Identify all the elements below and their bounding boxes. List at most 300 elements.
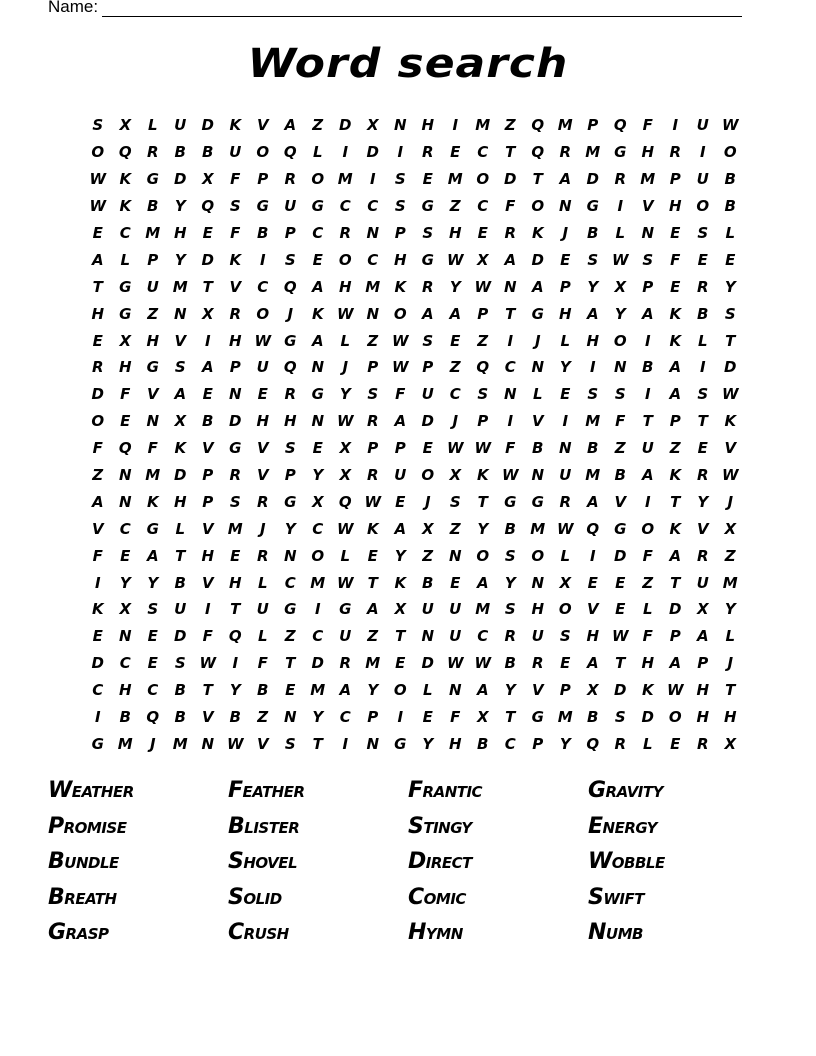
grid-letter: K: [146, 492, 159, 511]
grid-letter: N: [118, 627, 132, 646]
grid-letter: N: [531, 358, 545, 377]
grid-letter: T: [202, 277, 213, 296]
grid-letter: J: [534, 331, 541, 350]
grid-letter: E: [615, 573, 626, 592]
grid-letter: A: [339, 681, 352, 700]
grid-letter: E: [120, 546, 131, 565]
grid-letter: V: [256, 439, 269, 458]
grid-letter: A: [669, 385, 682, 404]
grid-letter: C: [339, 197, 351, 216]
grid-letter: Q: [338, 492, 352, 511]
grid-letter: E: [202, 224, 213, 242]
grid-letter: T: [312, 734, 323, 753]
word-list-item: Blister: [228, 813, 300, 839]
grid-letter: I: [397, 143, 404, 162]
grid-letter: P: [669, 412, 681, 431]
word-list-item: Swift: [588, 884, 644, 910]
grid-row: [84, 193, 744, 220]
grid-letter: Z: [614, 439, 626, 458]
grid-letter: L: [615, 224, 626, 242]
grid-letter: X: [119, 600, 132, 619]
grid-letter: M: [310, 573, 326, 592]
grid-letter: G: [284, 600, 297, 619]
grid-letter: M: [530, 519, 546, 538]
grid-letter: D: [421, 654, 434, 673]
grid-letter: H: [531, 600, 545, 619]
grid-letter: R: [339, 224, 352, 242]
grid-letter: C: [119, 224, 131, 242]
grid-letter: U: [531, 627, 544, 646]
grid-letter: U: [339, 627, 352, 646]
grid-letter: Z: [422, 546, 434, 565]
grid-row: [84, 462, 744, 489]
grid-letter: V: [614, 492, 627, 511]
grid-letter: K: [531, 224, 544, 242]
grid-letter: I: [589, 358, 596, 377]
grid-letter: K: [229, 116, 242, 135]
grid-letter: H: [338, 277, 352, 296]
grid-letter: W: [501, 466, 519, 485]
grid-letter: N: [503, 277, 517, 296]
grid-letter: I: [644, 492, 651, 511]
grid-letter: I: [342, 143, 349, 162]
grid-letter: W: [89, 170, 107, 189]
grid-letter: V: [229, 277, 242, 296]
grid-letter: A: [91, 250, 104, 269]
grid-letter: B: [257, 681, 269, 700]
word-list-item: Hymn: [408, 920, 463, 945]
grid-letter: C: [449, 385, 461, 404]
grid-letter: D: [201, 250, 214, 269]
grid-letter: P: [284, 466, 296, 485]
grid-letter: H: [668, 197, 682, 216]
grid-letter: P: [229, 358, 241, 377]
grid-letter: N: [558, 197, 572, 216]
grid-letter: W: [89, 197, 107, 216]
grid-letter: S: [229, 492, 241, 511]
grid-letter: Z: [312, 116, 324, 135]
grid-row: [84, 220, 744, 247]
grid-letter: J: [727, 654, 734, 673]
grid-letter: P: [477, 412, 489, 431]
grid-letter: B: [697, 304, 709, 323]
grid-letter: T: [725, 331, 736, 350]
grid-letter: X: [119, 116, 132, 135]
grid-letter: P: [367, 358, 379, 377]
grid-letter: J: [562, 224, 569, 242]
grid-letter: N: [448, 681, 462, 700]
grid-letter: L: [312, 143, 323, 162]
grid-letter: X: [696, 600, 709, 619]
grid-letter: G: [91, 734, 104, 753]
grid-letter: A: [174, 385, 187, 404]
grid-letter: S: [642, 250, 654, 269]
grid-letter: X: [339, 439, 352, 458]
grid-letter: U: [421, 385, 434, 404]
grid-letter: K: [394, 573, 407, 592]
grid-letter: Y: [587, 277, 599, 296]
grid-letter: B: [642, 358, 654, 377]
grid-letter: S: [174, 654, 186, 673]
grid-letter: C: [284, 573, 296, 592]
grid-letter: H: [393, 250, 407, 269]
grid-letter: L: [560, 546, 571, 565]
grid-letter: V: [201, 439, 214, 458]
grid-letter: Y: [284, 519, 296, 538]
grid-letter: T: [670, 492, 681, 511]
grid-letter: L: [257, 627, 268, 646]
grid-letter: Q: [613, 116, 627, 135]
grid-letter: R: [366, 412, 379, 431]
grid-letter: I: [617, 197, 624, 216]
grid-letter: E: [147, 654, 158, 673]
grid-letter: G: [229, 439, 242, 458]
grid-letter: N: [421, 627, 435, 646]
grid-letter: U: [559, 466, 572, 485]
grid-letter: D: [641, 708, 654, 727]
grid-letter: G: [339, 600, 352, 619]
grid-letter: N: [283, 708, 297, 727]
grid-letter: N: [641, 224, 655, 242]
grid-letter: Z: [367, 331, 379, 350]
grid-letter: U: [449, 600, 462, 619]
word-list-item: Grasp: [48, 920, 109, 945]
grid-letter: Q: [146, 708, 160, 727]
grid-letter: J: [287, 304, 294, 323]
grid-letter: N: [366, 304, 380, 323]
grid-letter: Z: [147, 304, 159, 323]
grid-letter: U: [696, 170, 709, 189]
grid-letter: Y: [394, 546, 406, 565]
grid-letter: P: [367, 439, 379, 458]
grid-letter: I: [507, 412, 514, 431]
grid-letter: I: [562, 412, 569, 431]
grid-letter: K: [669, 304, 682, 323]
grid-letter: R: [421, 277, 434, 296]
grid-letter: M: [557, 708, 573, 727]
grid-letter: A: [146, 546, 159, 565]
grid-letter: E: [477, 224, 488, 242]
grid-letter: U: [696, 573, 709, 592]
grid-letter: P: [477, 304, 489, 323]
grid-letter: A: [586, 304, 599, 323]
grid-letter: J: [727, 492, 734, 511]
grid-letter: Q: [283, 277, 297, 296]
grid-row: [84, 704, 744, 731]
grid-letter: G: [586, 197, 599, 216]
grid-letter: U: [284, 197, 297, 216]
grid-letter: W: [336, 519, 354, 538]
grid-letter: J: [342, 358, 349, 377]
grid-letter: O: [531, 546, 545, 565]
grid-row: [84, 515, 744, 542]
grid-letter: H: [146, 331, 160, 350]
grid-letter: O: [91, 143, 105, 162]
word-list-item: Wobble: [588, 849, 665, 874]
grid-letter: Y: [559, 358, 571, 377]
grid-letter: I: [397, 708, 404, 727]
grid-letter: X: [366, 116, 379, 135]
grid-letter: C: [339, 708, 351, 727]
grid-letter: A: [449, 304, 462, 323]
grid-letter: R: [614, 170, 627, 189]
grid-letter: V: [91, 519, 104, 538]
grid-letter: V: [696, 519, 709, 538]
grid-letter: K: [669, 466, 682, 485]
grid-letter: W: [226, 734, 244, 753]
grid-letter: I: [699, 143, 706, 162]
grid-letter: N: [558, 439, 572, 458]
grid-letter: H: [558, 304, 572, 323]
grid-letter: D: [339, 116, 352, 135]
grid-letter: R: [91, 358, 104, 377]
grid-letter: U: [174, 116, 187, 135]
grid-letter: J: [424, 492, 431, 511]
grid-letter: X: [476, 250, 489, 269]
grid-letter: U: [256, 358, 269, 377]
grid-row: [84, 273, 744, 300]
word-list-item: Shovel: [228, 849, 298, 874]
name-line: [48, 0, 742, 17]
grid-letter: V: [174, 331, 187, 350]
grid-letter: F: [147, 439, 158, 458]
grid-letter: W: [199, 654, 217, 673]
grid-letter: G: [421, 197, 434, 216]
grid-letter: F: [92, 546, 103, 565]
grid-letter: N: [503, 385, 517, 404]
grid-letter: B: [614, 466, 626, 485]
grid-letter: M: [117, 734, 133, 753]
grid-letter: E: [697, 439, 708, 458]
grid-letter: F: [450, 708, 461, 727]
grid-letter: S: [449, 492, 461, 511]
grid-letter: T: [175, 546, 186, 565]
grid-letter: U: [229, 143, 242, 162]
grid-letter: H: [283, 412, 297, 431]
grid-letter: U: [421, 600, 434, 619]
grid-letter: D: [91, 654, 104, 673]
grid-letter: T: [477, 492, 488, 511]
grid-letter: U: [256, 600, 269, 619]
grid-letter: Z: [724, 546, 736, 565]
grid-letter: E: [725, 250, 736, 269]
grid-letter: B: [504, 519, 516, 538]
grid-letter: S: [504, 546, 516, 565]
word-list-item: Stingy: [408, 813, 472, 839]
grid-letter: U: [641, 439, 654, 458]
grid-letter: K: [641, 681, 654, 700]
grid-letter: D: [174, 627, 187, 646]
grid-letter: E: [670, 277, 681, 296]
grid-letter: H: [641, 654, 655, 673]
grid-letter: J: [452, 412, 459, 431]
grid-letter: C: [147, 681, 159, 700]
grid-letter: Y: [422, 734, 434, 753]
grid-letter: A: [531, 277, 544, 296]
grid-letter: I: [452, 116, 459, 135]
grid-letter: P: [202, 492, 214, 511]
grid-letter: A: [696, 627, 709, 646]
grid-letter: C: [119, 519, 131, 538]
grid-letter: E: [450, 573, 461, 592]
grid-letter: M: [447, 170, 463, 189]
grid-letter: E: [395, 492, 406, 511]
grid-letter: Z: [669, 439, 681, 458]
grid-row: [84, 381, 744, 408]
word-list-item: Feather: [228, 778, 305, 803]
grid-letter: O: [476, 546, 490, 565]
grid-letter: I: [369, 170, 376, 189]
grid-letter: X: [119, 331, 132, 350]
grid-letter: D: [504, 170, 517, 189]
grid-letter: Q: [228, 627, 242, 646]
grid-letter: E: [697, 250, 708, 269]
grid-letter: T: [92, 277, 103, 296]
grid-letter: E: [257, 385, 268, 404]
grid-letter: P: [367, 708, 379, 727]
grid-letter: O: [256, 304, 270, 323]
grid-letter: T: [615, 654, 626, 673]
grid-letter: H: [118, 681, 132, 700]
grid-letter: X: [724, 734, 737, 753]
grid-letter: E: [670, 224, 681, 242]
grid-letter: K: [476, 466, 489, 485]
grid-letter: P: [394, 439, 406, 458]
grid-letter: K: [119, 170, 132, 189]
grid-letter: M: [337, 170, 353, 189]
grid-letter: X: [394, 600, 407, 619]
grid-letter: L: [725, 224, 736, 242]
grid-letter: O: [393, 681, 407, 700]
word-list-item: Weather: [48, 778, 134, 803]
grid-letter: F: [642, 627, 653, 646]
grid-letter: G: [284, 492, 297, 511]
grid-letter: M: [145, 224, 161, 242]
grid-letter: P: [422, 358, 434, 377]
grid-letter: V: [201, 708, 214, 727]
grid-letter: H: [448, 734, 462, 753]
grid-letter: A: [394, 412, 407, 431]
word-list-item: Solid: [228, 884, 282, 910]
grid-row: [84, 435, 744, 462]
grid-letter: N: [613, 358, 627, 377]
grid-letter: Y: [724, 277, 736, 296]
grid-letter: W: [474, 439, 492, 458]
grid-letter: R: [229, 304, 242, 323]
grid-letter: O: [338, 250, 352, 269]
grid-letter: C: [312, 224, 324, 242]
grid-letter: F: [120, 385, 131, 404]
grid-letter: K: [311, 304, 324, 323]
grid-letter: G: [256, 197, 269, 216]
grid-letter: G: [614, 143, 627, 162]
grid-letter: B: [229, 708, 241, 727]
grid-letter: G: [119, 304, 132, 323]
grid-letter: R: [256, 492, 269, 511]
grid-letter: W: [336, 573, 354, 592]
grid-letter: G: [284, 331, 297, 350]
grid-letter: D: [229, 412, 242, 431]
grid-letter: Z: [449, 197, 461, 216]
grid-letter: B: [724, 197, 736, 216]
grid-letter: W: [611, 250, 629, 269]
grid-letter: L: [147, 116, 158, 135]
grid-letter: V: [256, 466, 269, 485]
grid-letter: I: [699, 358, 706, 377]
grid-letter: G: [394, 734, 407, 753]
grid-letter: U: [146, 277, 159, 296]
grid-letter: T: [505, 304, 516, 323]
grid-letter: Y: [339, 385, 351, 404]
grid-letter: V: [146, 385, 159, 404]
grid-letter: S: [284, 439, 296, 458]
grid-letter: Q: [118, 439, 132, 458]
grid-letter: P: [669, 170, 681, 189]
grid-letter: A: [311, 277, 324, 296]
grid-letter: K: [669, 331, 682, 350]
grid-letter: Q: [283, 358, 297, 377]
grid-letter: C: [92, 681, 104, 700]
grid-letter: S: [724, 304, 736, 323]
grid-letter: B: [477, 734, 489, 753]
grid-letter: H: [118, 358, 132, 377]
grid-letter: I: [259, 250, 266, 269]
grid-letter: G: [146, 519, 159, 538]
grid-letter: L: [120, 250, 131, 269]
grid-letter: B: [257, 224, 269, 242]
grid-letter: X: [476, 708, 489, 727]
grid-letter: O: [696, 197, 710, 216]
grid-letter: W: [474, 277, 492, 296]
grid-letter: H: [173, 224, 187, 242]
grid-letter: G: [421, 250, 434, 269]
grid-letter: W: [556, 519, 574, 538]
grid-letter: W: [336, 412, 354, 431]
grid-row: [84, 327, 744, 354]
grid-letter: R: [696, 546, 709, 565]
grid-letter: E: [450, 331, 461, 350]
grid-letter: K: [174, 439, 187, 458]
grid-letter: D: [174, 170, 187, 189]
grid-letter: H: [586, 627, 600, 646]
grid-letter: Y: [174, 197, 186, 216]
grid-letter: L: [257, 573, 268, 592]
grid-letter: G: [146, 170, 159, 189]
word-list-item: Breath: [48, 884, 117, 910]
grid-letter: R: [696, 277, 709, 296]
grid-letter: E: [92, 224, 103, 242]
grid-letter: B: [422, 573, 434, 592]
grid-letter: A: [559, 170, 572, 189]
grid-letter: C: [257, 277, 269, 296]
word-list-item: Gravity: [588, 778, 663, 803]
grid-letter: Y: [312, 466, 324, 485]
grid-letter: C: [312, 519, 324, 538]
grid-letter: S: [422, 331, 434, 350]
grid-letter: Y: [119, 573, 131, 592]
grid-letter: S: [394, 170, 406, 189]
grid-letter: N: [448, 546, 462, 565]
grid-letter: W: [391, 358, 409, 377]
grid-letter: I: [644, 331, 651, 350]
grid-letter: H: [448, 224, 462, 242]
grid-letter: E: [615, 600, 626, 619]
grid-letter: S: [587, 250, 599, 269]
name-blank-line[interactable]: [102, 1, 742, 17]
grid-letter: E: [560, 654, 571, 673]
grid-letter: R: [229, 466, 242, 485]
grid-letter: X: [559, 573, 572, 592]
